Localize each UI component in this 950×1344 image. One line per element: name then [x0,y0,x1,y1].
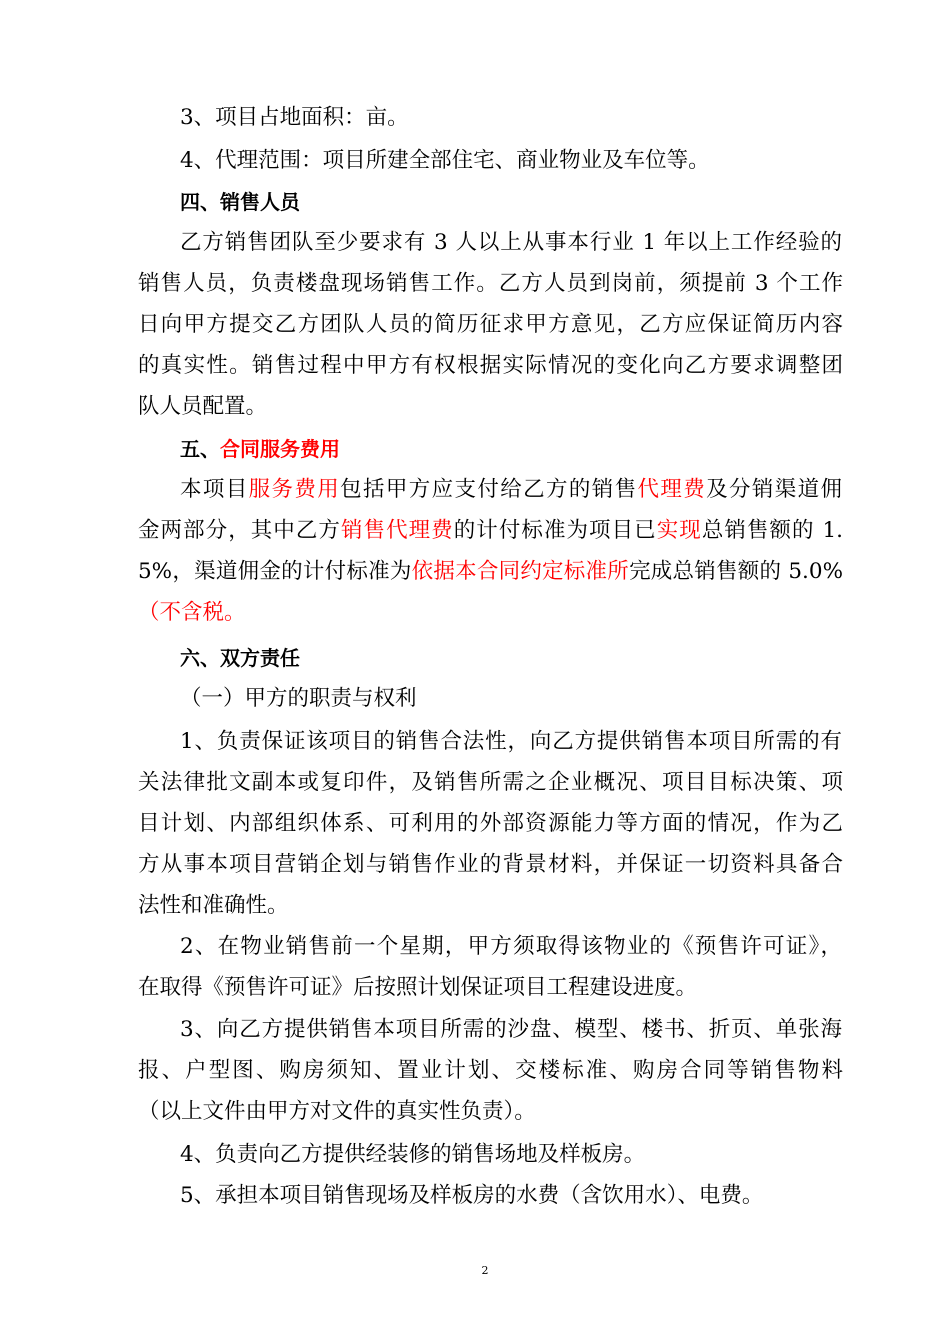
paragraph-line-highlight: （不含税。 [138,600,246,625]
paragraph-line: 目计划、内部组织体系、可利用的外部资源能力等方面的情况，作为乙 [138,811,843,836]
paragraph-line: 法性和准确性。 [138,893,289,918]
paragraph-line: 2、在物业销售前一个星期，甲方须取得该物业的《预售许可证》， [180,934,842,959]
paragraph-line: 销售人员，负责楼盘现场销售工作。乙方人员到岗前，须提前 3 个工作 [138,271,843,296]
paragraph-line: 在取得《预售许可证》后按照计划保证项目工程建设进度。 [138,975,698,1000]
text-run: 金两部分，其中乙方 [138,518,341,543]
paragraph-line: 4、负责向乙方提供经装修的销售场地及样板房。 [180,1142,646,1167]
text-run: 本项目 [180,477,249,502]
clause-3-area: 3、项目占地面积：亩。 [180,105,409,130]
highlight-run: 服务费用 [248,477,341,502]
paragraph-line: 1、负责保证该项目的销售合法性，向乙方提供销售本项目所需的有 [180,729,842,754]
paragraph-line [138,516,843,546]
paragraph-line: 队人员配置。 [138,394,268,419]
text-run: 完成总销售额的 5.0% [629,559,843,584]
highlight-run: 依据本合同约定标准所 [411,559,630,584]
text-run: 总销售额的 1. [701,518,843,543]
section-heading-sales-staff: 四、销售人员 [180,190,300,214]
highlight-run: 销售代理费 [340,518,454,543]
paragraph-line: 3、向乙方提供销售本项目所需的沙盘、模型、楼书、折页、单张海 [180,1017,842,1042]
paragraph-line: （以上文件由甲方对文件的真实性负责）。 [138,1099,536,1124]
paragraph-line: 关法律批文副本或复印件，及销售所需之企业概况、项目目标决策、项 [138,770,843,795]
paragraph-line: 乙方销售团队至少要求有 3 人以上从事本行业 1 年以上工作经验的 [180,230,842,255]
paragraph-line: 方从事本项目营销企划与销售作业的背景材料，并保证一切资料具备合 [138,852,843,877]
text-run: 的计付标准为项目已 [453,518,657,543]
page-number: 2 [481,1264,489,1277]
highlight-run: 实现 [656,518,702,543]
paragraph-line: 报、户型图、购房须知、置业计划、交楼标准、购房合同等销售物料 [138,1058,843,1083]
section-heading-service-fee [180,434,340,464]
clause-4-scope: 4、代理范围：项目所建全部住宅、商业物业及车位等。 [180,148,710,173]
heading-title-highlight: 合同服务费用 [220,437,340,461]
section-heading-responsibilities: 六、双方责任 [180,646,300,670]
paragraph-line: 5、承担本项目销售现场及样板房的水费（含饮用水）、电费。 [180,1183,764,1208]
paragraph-line [138,557,843,587]
highlight-run: 代理费 [637,477,707,502]
heading-number: 五、 [180,437,220,461]
text-run: 包括甲方应支付给乙方的销售 [340,477,638,502]
subsection-heading: （一）甲方的职责与权利 [180,686,417,711]
paragraph-line: 日向甲方提交乙方团队人员的简历征求甲方意见，乙方应保证简历内容 [138,312,843,337]
paragraph-line [180,475,842,505]
text-run: 及分销渠道佣 [706,477,842,502]
text-run: 5%，渠道佣金的计付标准为 [138,559,412,584]
paragraph-line: 的真实性。销售过程中甲方有权根据实际情况的变化向乙方要求调整团 [138,353,843,378]
